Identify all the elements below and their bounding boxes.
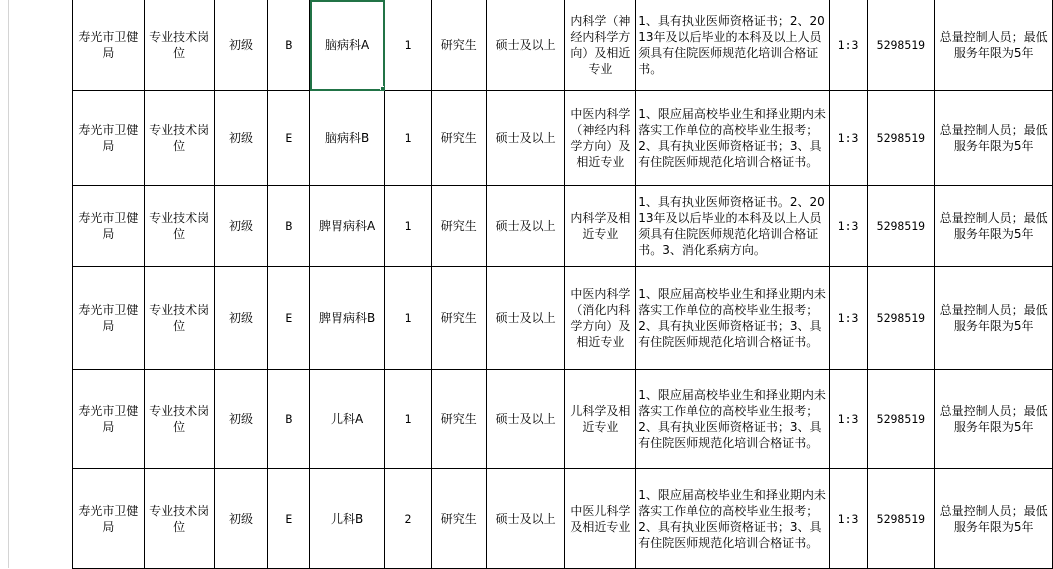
cell-post-name[interactable]: 脑病科B (310, 91, 385, 186)
table-row (73, 0, 1053, 91)
fill-handle[interactable] (380, 86, 385, 91)
cell-major[interactable]: 内科学及相近专业 (565, 186, 636, 267)
cell-degree[interactable]: 硕士及以上 (486, 469, 565, 569)
cell-post-type[interactable]: 专业技术岗位 (144, 370, 214, 469)
cell-level[interactable]: 初级 (214, 370, 268, 469)
cell-ratio[interactable]: 1:3 (829, 0, 867, 91)
cell-education[interactable]: 研究生 (431, 91, 486, 186)
cell-post-name[interactable]: 儿科B (310, 469, 385, 569)
cell-note[interactable]: 总量控制人员；最低服务年限为5年 (935, 469, 1053, 569)
cell-post-type[interactable]: 专业技术岗位 (144, 0, 214, 91)
table-row (73, 469, 1053, 569)
cell-phone[interactable]: 5298519 (867, 469, 935, 569)
cell-ratio[interactable]: 1:3 (829, 267, 867, 370)
cell-phone[interactable]: 5298519 (867, 267, 935, 370)
cell-education[interactable]: 研究生 (431, 469, 486, 569)
cell-ratio[interactable]: 1:3 (829, 370, 867, 469)
cell-count[interactable]: 1 (385, 370, 432, 469)
cell-phone[interactable]: 5298519 (867, 0, 935, 91)
cell-education[interactable]: 研究生 (431, 267, 486, 370)
cell-degree[interactable]: 硕士及以上 (486, 91, 565, 186)
cell-dept[interactable]: 寿光市卫健局 (73, 267, 145, 370)
cell-major[interactable]: 儿科学及相近专业 (565, 370, 636, 469)
cell-ratio[interactable]: 1:3 (829, 186, 867, 267)
cell-count[interactable]: 1 (385, 0, 432, 91)
cell-requirements[interactable]: 1、限应届高校毕业生和择业期内未落实工作单位的高校毕业生报考；2、具有执业医师资格证书；3、具有住院医师规范化培训合格证书。 (636, 469, 829, 569)
cell-count[interactable]: 1 (385, 91, 432, 186)
cell-count[interactable]: 1 (385, 186, 432, 267)
cell-note[interactable]: 总量控制人员；最低服务年限为5年 (935, 267, 1053, 370)
cell-category[interactable]: E (268, 267, 310, 370)
cell-note[interactable]: 总量控制人员；最低服务年限为5年 (935, 91, 1053, 186)
cell-education[interactable]: 研究生 (431, 370, 486, 469)
table-row (73, 186, 1053, 267)
cell-degree[interactable]: 硕士及以上 (486, 370, 565, 469)
cell-post-type[interactable]: 专业技术岗位 (144, 186, 214, 267)
table-row (73, 91, 1053, 186)
cell-degree[interactable]: 硕士及以上 (486, 267, 565, 370)
cell-education[interactable]: 研究生 (431, 186, 486, 267)
cell-category[interactable]: B (268, 0, 310, 91)
cell-major[interactable]: 内科学（神经内科学方向）及相近专业 (565, 0, 636, 91)
cell-category[interactable]: E (268, 469, 310, 569)
cell-ratio[interactable]: 1:3 (829, 469, 867, 569)
cell-category[interactable]: E (268, 91, 310, 186)
cell-level[interactable]: 初级 (214, 91, 268, 186)
cell-dept[interactable]: 寿光市卫健局 (73, 0, 145, 91)
cell-post-name[interactable]: 脾胃病科A (310, 186, 385, 267)
cell-dept[interactable]: 寿光市卫健局 (73, 469, 145, 569)
cell-post-name[interactable]: 脾胃病科B (310, 267, 385, 370)
cell-note[interactable]: 总量控制人员；最低服务年限为5年 (935, 186, 1053, 267)
sheet-body (73, 0, 1053, 569)
cell-degree[interactable]: 硕士及以上 (486, 0, 565, 91)
cell-category[interactable]: B (268, 186, 310, 267)
spreadsheet-grid (72, 0, 1053, 569)
cell-ratio[interactable]: 1:3 (829, 91, 867, 186)
cell-post-type[interactable]: 专业技术岗位 (144, 91, 214, 186)
cell-major[interactable]: 中医内科学（消化内科学方向）及相近专业 (565, 267, 636, 370)
cell-count[interactable]: 1 (385, 267, 432, 370)
cell-requirements[interactable]: 1、具有执业医师资格证书；2、2013年及以后毕业的本科及以上人员须具有住院医师规范化培训合格证书。 (636, 0, 829, 91)
table-row (73, 267, 1053, 370)
cell-dept[interactable]: 寿光市卫健局 (73, 370, 145, 469)
cell-note[interactable]: 总量控制人员；最低服务年限为5年 (935, 0, 1053, 91)
cell-post-type[interactable]: 专业技术岗位 (144, 267, 214, 370)
cell-education[interactable]: 研究生 (431, 0, 486, 91)
cell-level[interactable]: 初级 (214, 469, 268, 569)
cell-level[interactable]: 初级 (214, 267, 268, 370)
row-header-strip (0, 0, 73, 568)
cell-phone[interactable]: 5298519 (867, 370, 935, 469)
cell-count[interactable]: 2 (385, 469, 432, 569)
cell-phone[interactable]: 5298519 (867, 91, 935, 186)
cell-phone[interactable]: 5298519 (867, 186, 935, 267)
cell-level[interactable]: 初级 (214, 0, 268, 91)
cell-dept[interactable]: 寿光市卫健局 (73, 91, 145, 186)
cell-dept[interactable]: 寿光市卫健局 (73, 186, 145, 267)
cell-level[interactable]: 初级 (214, 186, 268, 267)
cell-degree[interactable]: 硕士及以上 (486, 186, 565, 267)
table-row (73, 370, 1053, 469)
cell-requirements[interactable]: 1、具有执业医师资格证书。2、2013年及以后毕业的本科及以上人员须具有住院医师规范化培训合格证书。3、消化系病方向。 (636, 186, 829, 267)
cell-major[interactable]: 中医儿科学及相近专业 (565, 469, 636, 569)
cell-post-name-text: 脑病科A (325, 38, 370, 52)
cell-major[interactable]: 中医内科学（神经内科学方向）及相近专业 (565, 91, 636, 186)
gridline (8, 0, 9, 568)
cell-requirements[interactable]: 1、限应届高校毕业生和择业期内未落实工作单位的高校毕业生报考；2、具有执业医师资格证书；3、具有住院医师规范化培训合格证书。 (636, 267, 829, 370)
cell-post-name[interactable]: 儿科A (310, 370, 385, 469)
cell-category[interactable]: B (268, 370, 310, 469)
selected-cell-post-name[interactable] (310, 0, 385, 91)
cell-post-type[interactable]: 专业技术岗位 (144, 469, 214, 569)
cell-note[interactable]: 总量控制人员；最低服务年限为5年 (935, 370, 1053, 469)
cell-requirements[interactable]: 1、限应届高校毕业生和择业期内未落实工作单位的高校毕业生报考；2、具有执业医师资格证书；3、具有住院医师规范化培训合格证书。 (636, 91, 829, 186)
cell-requirements[interactable]: 1、限应届高校毕业生和择业期内未落实工作单位的高校毕业生报考；2、具有执业医师资格证书；3、具有住院医师规范化培训合格证书。 (636, 370, 829, 469)
